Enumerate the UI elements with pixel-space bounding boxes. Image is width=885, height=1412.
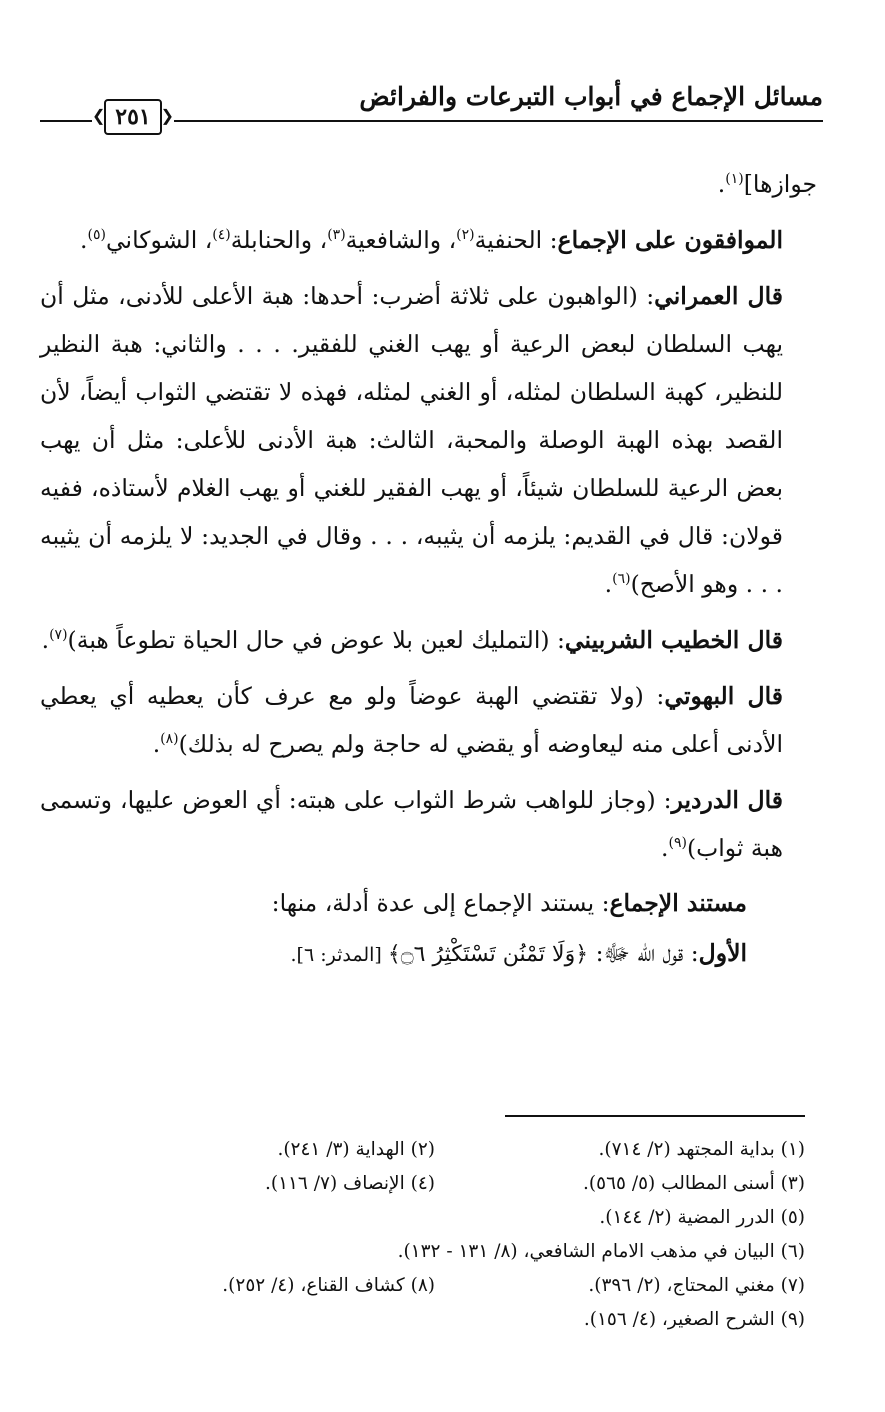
page-number: ٢٥١ — [115, 104, 151, 130]
footnote-row — [40, 1200, 805, 1234]
paragraph-shirbini — [40, 616, 817, 664]
paragraph-text: جوازها] — [743, 170, 817, 198]
ornament-right-icon: ❮ — [160, 106, 174, 125]
ornament-left-icon: ❯ — [92, 106, 106, 125]
footnote-row — [40, 1132, 805, 1166]
paragraph-text: ، والشافعية — [345, 226, 457, 254]
paragraph-continuation — [40, 160, 817, 208]
page-number-badge — [92, 98, 174, 136]
footnote-row — [40, 1166, 805, 1200]
paragraph-text: : (الواهبون على ثلاثة أضرب: أحدها: هبة الأعلى للأدنى، مثل أن يهب السلطان لبعض الرعية أو يهب الغني للفقير. . . . والثاني: هبة النظير للنظير، كهبة السلطان لمثله، أو الغني لمثله، فهذه لا تقتضي الثواب أيضاً، لأن القصد بهذه الهبة الوصلة والمحبة، الثالث: هبة الأدنى للأعلى: مثل أن يهب بعض الرعية للسلطان شيئاً، أو يهب الفقير للغني أو يهب الغلام لأستاذه، ففيه قولان: قال في القديم: يلزمه أن يثيبه، . . . وقال في الجديد: لا يلزمه أن يثيبه . . . وهو الأصح) — [40, 282, 783, 598]
paragraph-text: ، الشوكاني — [105, 226, 213, 254]
footnote-separator — [505, 1115, 805, 1117]
paragraph-text: ، والحنابلة — [230, 226, 328, 254]
footnote-row — [40, 1302, 805, 1336]
paragraph-heading: قال الخطيب الشربيني — [564, 626, 783, 654]
paragraph-heading: الأول — [698, 939, 747, 967]
paragraph-buhuti — [40, 672, 817, 768]
running-header-title: مسائل الإجماع في أبواب التبرعات والفرائض — [359, 82, 823, 111]
footnote-ref: (٨) — [160, 731, 179, 748]
footnote-1: (١) بداية المجتهد (٢/ ٧١٤). — [598, 1138, 805, 1160]
footnote-3: (٣) أسنى المطالب (٥/ ٥٦٥). — [583, 1172, 805, 1194]
paragraph-heading: قال البهوتي — [664, 682, 783, 710]
paragraph-text: : (التمليك لعين بلا عوض في حال الحياة تطوعاً هبة) — [67, 626, 565, 654]
footnote-ref: (٩) — [668, 835, 687, 852]
footnote-9: (٩) الشرح الصغير، (٤/ ١٥٦). — [583, 1308, 805, 1330]
paragraph-basis-of-consensus — [40, 878, 817, 928]
paragraph-imrani — [40, 272, 817, 608]
paragraph-heading: الموافقون على الإجماع — [557, 226, 783, 254]
period: . — [717, 170, 726, 198]
footnote-6: (٦) البيان في مذهب الامام الشافعي، (٨/ ١٣١ - ١٣٢). — [397, 1240, 805, 1262]
paragraph-text: : الحنفية — [474, 226, 558, 254]
paragraph-heading: مستند الإجماع — [609, 889, 747, 917]
paragraph-heading: قال العمراني — [654, 282, 783, 310]
verse-reference: [المدثر: ٦]. — [290, 944, 388, 966]
paragraph-text: : (ولا تقتضي الهبة عوضاً ولو مع عرف كأن يعطيه أي يعطي الأدنى أعلى منه ليعاوضه أو يقضي له حاجة ولم يصرح له بذلك) — [40, 682, 783, 758]
footnote-5: (٥) الدرر المضية (٢/ ١٤٤). — [599, 1206, 805, 1228]
period: . — [604, 570, 613, 598]
footnote-ref: (٦) — [612, 571, 631, 588]
main-text — [40, 160, 817, 980]
footnote-7: (٧) مغني المحتاج، (٢/ ٣٩٦). — [588, 1274, 805, 1296]
footnotes — [40, 1132, 805, 1336]
footnote-ref: (٥) — [87, 227, 106, 244]
paragraph-heading: قال الدردير — [671, 786, 783, 814]
period: . — [80, 226, 88, 254]
footnote-row — [40, 1268, 805, 1302]
footnote-4: (٤) الإنصاف (٧/ ١١٦). — [264, 1172, 435, 1194]
footnote-8: (٨) كشاف القناع، (٤/ ٢٥٢). — [222, 1274, 435, 1296]
footnote-ref: (١) — [725, 171, 744, 188]
footnote-ref: (٤) — [212, 227, 231, 244]
paragraph-first-evidence — [40, 928, 817, 980]
paragraph-text: : (وجاز للواهب شرط الثواب على هبته: أي العوض عليها، وتسمى هبة ثواب) — [40, 786, 783, 862]
quran-verse: ﴿وَلَا تَمْنُن تَسْتَكْثِرُ ۝٦﴾ — [387, 942, 589, 967]
period: . — [660, 834, 669, 862]
period: . — [41, 626, 50, 654]
footnote-ref: (٣) — [327, 227, 346, 244]
footnote-2: (٢) الهداية (٣/ ٢٤١). — [277, 1138, 435, 1160]
period: . — [152, 730, 161, 758]
footnote-ref: (٢) — [456, 227, 475, 244]
paragraph-agreeing-schools — [40, 216, 817, 264]
footnote-ref: (٧) — [49, 627, 68, 644]
paragraph-text: : قول الله ﷻ: — [588, 939, 699, 967]
footnote-row — [40, 1234, 805, 1268]
paragraph-dardir — [40, 776, 817, 872]
paragraph-text: : يستند الإجماع إلى عدة أدلة، منها: — [271, 889, 610, 917]
